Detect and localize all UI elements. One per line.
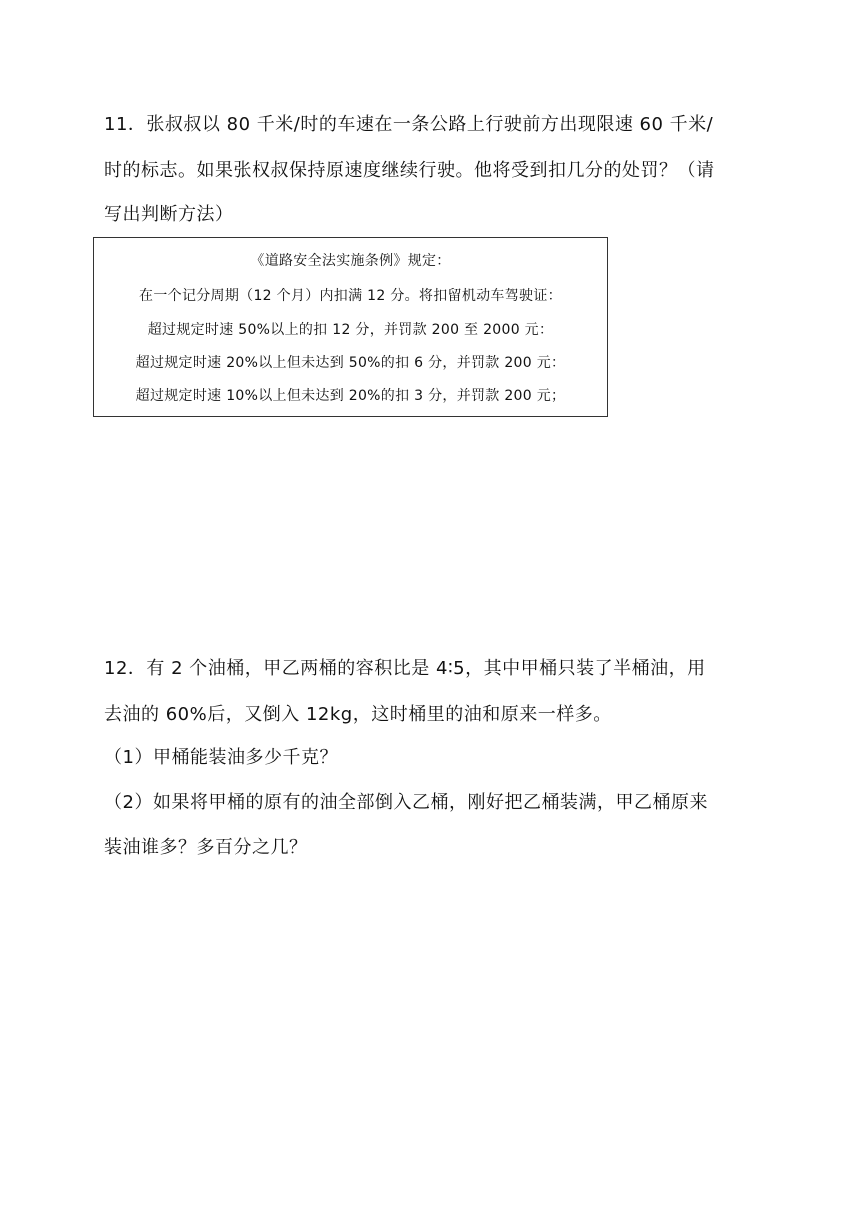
- q11-line-1: 11．张叔叔以 80 千米/时的车速在一条公路上行驶前方出现限速 60 千米/: [104, 114, 714, 135]
- q12-sub-question-2: （2）如果将甲桶的原有的油全部倒入乙桶，刚好把乙桶装满，甲乙桶原来: [104, 792, 708, 813]
- q12-line-5: 装油谁多？多百分之几？: [104, 837, 308, 858]
- q11-line-2: 时的标志。如果张权叔保持原速度继续行驶。他将受到扣几分的处罚？（请: [104, 160, 715, 181]
- q11-line-3: 写出判断方法）: [104, 204, 234, 225]
- q12-line-2: 去油的 60%后，又倒入 12kg，这时桶里的油和原来一样多。: [104, 704, 612, 725]
- regulation-line-4: 超过规定时速 10%以上但未达到 20%的扣 3 分，并罚款 200 元；: [135, 388, 566, 404]
- regulation-line-2: 超过规定时速 50%以上的扣 12 分，并罚款 200 至 2000 元：: [147, 322, 554, 338]
- regulation-line-3: 超过规定时速 20%以上但未达到 50%的扣 6 分，并罚款 200 元：: [135, 355, 566, 371]
- regulation-box: [93, 237, 608, 417]
- regulation-line-1: 在一个记分周期（12 个月）内扣满 12 分。将扣留机动车驾驶证：: [139, 288, 562, 304]
- q12-sub-question-1: （1）甲桶能装油多少千克？: [104, 747, 338, 768]
- regulation-title: 《道路安全法实施条例》规定：: [250, 253, 451, 269]
- q12-line-1: 12．有 2 个油桶，甲乙两桶的容积比是 4∶5，其中甲桶只装了半桶油，用: [104, 658, 706, 679]
